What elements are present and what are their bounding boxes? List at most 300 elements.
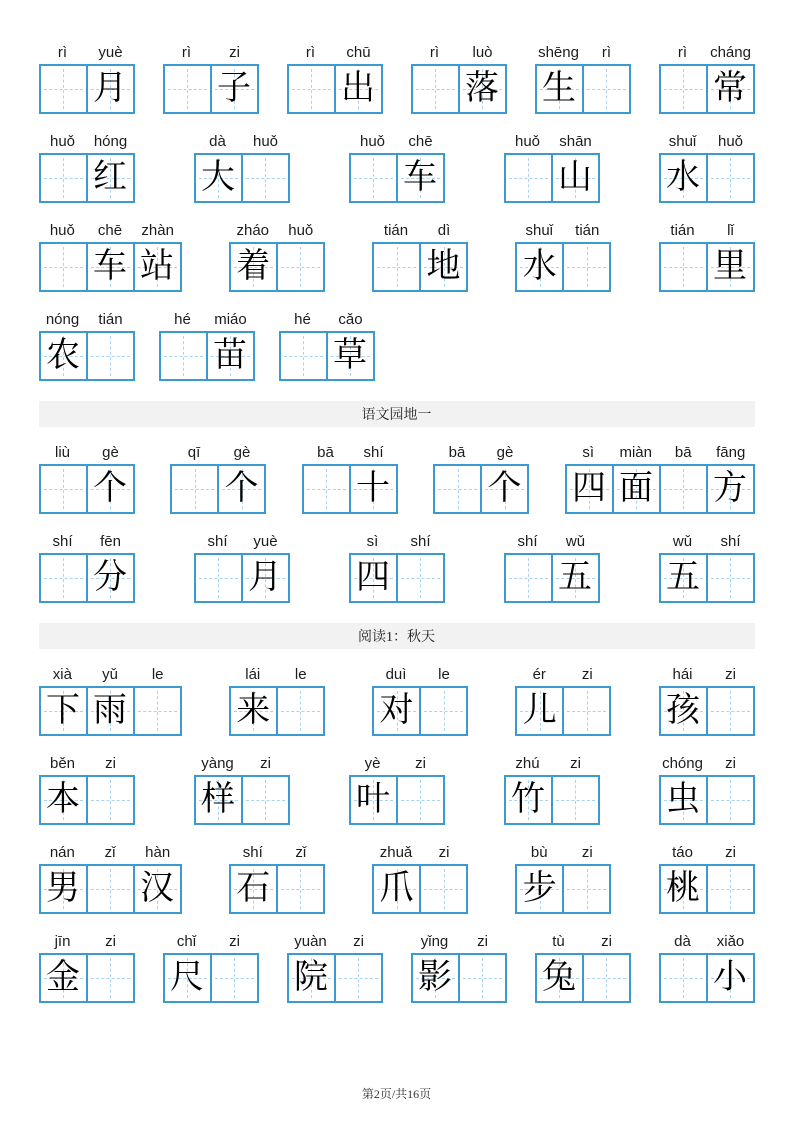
word-group — [411, 933, 507, 1003]
pinyin-syllable: zi — [581, 666, 593, 683]
grid-cell-filled — [661, 555, 706, 601]
pinyin-line — [39, 311, 135, 328]
grid-cell-filled — [86, 66, 133, 112]
grid-cell-empty — [582, 955, 629, 1001]
grid-cell-empty — [706, 155, 753, 201]
word-group — [229, 222, 325, 292]
character: 石 — [236, 870, 271, 907]
pinyin-syllable: hé — [174, 311, 191, 328]
word-group — [659, 44, 755, 114]
pinyin-syllable: gè — [102, 444, 119, 461]
character-grid — [659, 686, 755, 736]
pinyin-syllable: táo — [672, 844, 693, 861]
character-grid — [39, 331, 135, 381]
pinyin-line — [515, 222, 611, 239]
pinyin-line — [411, 933, 507, 950]
pinyin-syllable: zhú — [515, 755, 540, 772]
grid-cell-filled — [349, 466, 396, 512]
word-group — [504, 755, 600, 825]
grid-cell-filled — [206, 333, 253, 379]
character: 兔 — [542, 959, 576, 996]
pinyin-line — [229, 222, 325, 239]
pinyin-line — [659, 222, 755, 239]
pinyin-line — [349, 133, 445, 150]
word-row — [39, 444, 755, 514]
character-grid — [302, 464, 398, 514]
word-group — [229, 666, 325, 736]
pinyin-syllable: lǐ — [727, 222, 734, 239]
character: 步 — [522, 870, 557, 907]
character-grid — [39, 686, 182, 736]
pinyin-syllable: shí — [363, 444, 384, 461]
character: 草 — [333, 337, 367, 374]
word-group — [659, 133, 755, 203]
word-group — [372, 222, 468, 292]
grid-cell-filled — [86, 466, 133, 512]
pinyin-line — [535, 933, 631, 950]
character-grid — [287, 64, 383, 114]
pinyin-syllable: huǒ — [49, 222, 75, 239]
pinyin-syllable: zi — [229, 44, 240, 61]
section-header — [39, 401, 755, 427]
pinyin-syllable: hóng — [93, 133, 128, 150]
grid-cell-empty — [210, 955, 257, 1001]
grid-cell-filled — [661, 777, 706, 823]
pinyin-syllable: bā — [674, 444, 692, 461]
grid-cell-filled — [567, 466, 612, 512]
word-group — [349, 533, 445, 603]
word-group — [372, 844, 468, 914]
grid-cell-filled — [706, 955, 753, 1001]
pinyin-syllable: yuàn — [294, 933, 327, 950]
character-grid — [39, 953, 135, 1003]
grid-cell-empty — [582, 66, 629, 112]
character-grid — [411, 64, 507, 114]
grid-cell-filled — [41, 333, 86, 379]
character: 四 — [356, 559, 390, 596]
pinyin-syllable: rì — [601, 44, 612, 61]
pinyin-line — [433, 444, 529, 461]
pinyin-line — [229, 844, 325, 861]
grid-cell-filled — [165, 955, 210, 1001]
grid-cell-empty — [458, 955, 505, 1001]
pinyin-line — [170, 444, 266, 461]
pinyin-syllable: tián — [670, 222, 695, 239]
character-grid — [659, 242, 755, 292]
grid-cell-empty — [281, 333, 326, 379]
pinyin-syllable: rì — [57, 44, 68, 61]
pinyin-syllable: zi — [105, 933, 116, 950]
grid-cell-filled — [86, 155, 133, 201]
word-row — [39, 222, 755, 292]
pinyin-syllable: zi — [260, 755, 271, 772]
character: 本 — [46, 781, 80, 818]
word-group — [659, 533, 755, 603]
character: 样 — [201, 781, 235, 818]
pinyin-line — [194, 755, 290, 772]
word-row — [39, 844, 755, 914]
grid-cell-filled — [133, 244, 180, 290]
grid-cell-filled — [661, 866, 706, 912]
character: 雨 — [93, 692, 127, 729]
pinyin-syllable: nán — [49, 844, 75, 861]
pinyin-syllable: le — [151, 666, 164, 683]
character-grid — [411, 953, 507, 1003]
grid-cell-filled — [86, 688, 133, 734]
pinyin-line — [372, 222, 468, 239]
word-row — [39, 311, 755, 381]
pinyin-syllable: lái — [245, 666, 261, 683]
pinyin-syllable: bā — [448, 444, 466, 461]
word-group — [349, 755, 445, 825]
pinyin-line — [504, 755, 600, 772]
pinyin-syllable: yè — [364, 755, 381, 772]
word-group — [372, 666, 468, 736]
grid-cell-filled — [537, 955, 582, 1001]
pinyin-line — [504, 533, 600, 550]
pinyin-syllable: hé — [294, 311, 311, 328]
pinyin-line — [411, 44, 507, 61]
word-group — [170, 444, 266, 514]
pinyin-syllable: miàn — [619, 444, 652, 461]
pinyin-syllable: cǎo — [338, 311, 363, 328]
pinyin-syllable: shí — [720, 533, 741, 550]
pinyin-syllable: zi — [581, 844, 593, 861]
word-group — [279, 311, 375, 381]
character: 苗 — [213, 337, 247, 374]
grid-cell-empty — [419, 866, 466, 912]
pinyin-line — [659, 133, 755, 150]
character-grid — [279, 331, 375, 381]
word-group — [39, 311, 135, 381]
pinyin-line — [159, 311, 255, 328]
character: 桃 — [666, 870, 700, 907]
pinyin-syllable: zhuǎ — [379, 844, 413, 861]
pinyin-syllable: tián — [575, 222, 600, 239]
character-grid — [659, 64, 755, 114]
pinyin-syllable: zi — [477, 933, 488, 950]
grid-cell-empty — [706, 555, 753, 601]
character: 面 — [619, 470, 653, 507]
pinyin-syllable: běn — [49, 755, 76, 772]
pinyin-syllable: yǔ — [102, 666, 118, 683]
pinyin-syllable: liù — [54, 444, 70, 461]
grid-cell-filled — [506, 777, 551, 823]
character: 地 — [426, 248, 461, 285]
word-group — [39, 133, 135, 203]
pinyin-syllable: zi — [601, 933, 612, 950]
grid-cell-filled — [551, 555, 598, 601]
character: 红 — [93, 159, 127, 196]
pinyin-syllable: sì — [582, 444, 595, 461]
character-grid — [372, 686, 468, 736]
grid-cell-empty — [562, 688, 609, 734]
word-group — [515, 666, 611, 736]
pinyin-syllable: zǐ — [295, 844, 307, 861]
pinyin-syllable: bù — [530, 844, 548, 861]
grid-cell-empty — [551, 777, 598, 823]
pinyin-line — [659, 755, 755, 772]
grid-cell-filled — [537, 66, 582, 112]
character: 影 — [418, 959, 452, 996]
grid-cell-empty — [133, 688, 180, 734]
grid-cell-empty — [86, 777, 133, 823]
grid-cell-empty — [334, 955, 381, 1001]
pinyin-syllable: huǒ — [288, 222, 314, 239]
pinyin-syllable: zi — [725, 844, 736, 861]
character-grid — [163, 953, 259, 1003]
pinyin-line — [515, 666, 611, 683]
pinyin-line — [39, 533, 135, 550]
pinyin-line — [163, 933, 259, 950]
word-group — [163, 933, 259, 1003]
pinyin-line — [372, 666, 468, 683]
character: 车 — [403, 159, 437, 196]
character: 儿 — [522, 692, 557, 729]
character-grid — [163, 64, 259, 114]
character-grid — [229, 864, 325, 914]
character: 孩 — [666, 692, 700, 729]
grid-cell-filled — [351, 555, 396, 601]
pinyin-syllable: huǒ — [359, 133, 386, 150]
pinyin-line — [39, 444, 135, 461]
grid-cell-empty — [661, 244, 706, 290]
grid-cell-empty — [506, 155, 551, 201]
grid-cell-empty — [165, 66, 210, 112]
pinyin-syllable: zhàn — [141, 222, 174, 239]
pinyin-line — [39, 133, 135, 150]
word-group — [565, 444, 755, 514]
character: 站 — [140, 248, 174, 285]
pinyin-line — [659, 844, 755, 861]
grid-cell-filled — [231, 244, 276, 290]
pinyin-syllable: shí — [52, 533, 73, 550]
character: 男 — [46, 870, 80, 907]
pinyin-syllable: rì — [181, 44, 192, 61]
character: 生 — [542, 70, 576, 107]
character-grid — [515, 864, 611, 914]
character-grid — [659, 775, 755, 825]
pinyin-line — [39, 666, 182, 683]
grid-cell-empty — [396, 777, 443, 823]
word-group — [39, 844, 182, 914]
pinyin-syllable: dà — [209, 133, 226, 150]
pinyin-syllable: yuè — [98, 44, 123, 61]
pinyin-syllable: xià — [52, 666, 72, 683]
character-grid — [349, 553, 445, 603]
word-group — [411, 44, 507, 114]
word-row — [39, 933, 755, 1003]
grid-cell-empty — [661, 955, 706, 1001]
word-group — [349, 133, 445, 203]
grid-cell-empty — [562, 244, 609, 290]
character: 大 — [201, 159, 235, 196]
character-grid — [194, 775, 290, 825]
pinyin-syllable: rì — [305, 44, 316, 61]
pinyin-syllable: shuǐ — [668, 133, 697, 150]
pinyin-line — [515, 844, 611, 861]
pinyin-line — [39, 222, 182, 239]
grid-cell-filled — [661, 688, 706, 734]
character: 虫 — [666, 781, 700, 818]
character-grid — [39, 864, 182, 914]
pinyin-syllable: cháng — [710, 44, 751, 61]
word-group — [39, 44, 135, 114]
character: 月 — [93, 70, 127, 107]
character-grid — [39, 64, 135, 114]
pinyin-syllable: chē — [408, 133, 433, 150]
pinyin-syllable: tián — [383, 222, 409, 239]
pinyin-syllable: huǒ — [514, 133, 541, 150]
word-row — [39, 666, 755, 736]
character: 十 — [356, 470, 390, 507]
pinyin-syllable: rì — [677, 44, 688, 61]
character: 爪 — [379, 870, 414, 907]
pinyin-syllable: yǐng — [420, 933, 449, 950]
pinyin-syllable: zi — [725, 666, 736, 683]
pinyin-syllable: yuè — [253, 533, 278, 550]
grid-cell-filled — [41, 777, 86, 823]
word-row — [39, 755, 755, 825]
word-group — [504, 133, 600, 203]
grid-cell-filled — [41, 866, 86, 912]
pinyin-line — [504, 133, 600, 150]
pinyin-syllable: zi — [415, 755, 426, 772]
pinyin-syllable: tián — [98, 311, 123, 328]
word-group — [39, 755, 135, 825]
grid-cell-empty — [506, 555, 551, 601]
grid-cell-empty — [41, 555, 86, 601]
pinyin-line — [535, 44, 631, 61]
pinyin-line — [659, 666, 755, 683]
pinyin-syllable: zi — [438, 844, 450, 861]
grid-cell-filled — [196, 777, 241, 823]
word-group — [39, 666, 182, 736]
grid-cell-empty — [41, 155, 86, 201]
character-grid — [659, 953, 755, 1003]
character: 个 — [93, 470, 127, 507]
character: 车 — [93, 248, 127, 285]
character: 落 — [465, 70, 499, 107]
character: 个 — [487, 470, 522, 507]
word-group — [535, 44, 631, 114]
grid-cell-empty — [706, 866, 753, 912]
character-grid — [659, 864, 755, 914]
grid-cell-filled — [133, 866, 180, 912]
grid-cell-empty — [41, 66, 86, 112]
character-grid — [349, 775, 445, 825]
grid-cell-filled — [661, 155, 706, 201]
character-grid — [504, 775, 600, 825]
character: 尺 — [170, 959, 204, 996]
pinyin-syllable: hái — [672, 666, 693, 683]
pinyin-syllable: shān — [559, 133, 592, 150]
pinyin-syllable: zi — [229, 933, 240, 950]
grid-cell-filled — [289, 955, 334, 1001]
grid-cell-filled — [517, 866, 562, 912]
grid-cell-empty — [435, 466, 480, 512]
character-grid — [39, 775, 135, 825]
pinyin-syllable: le — [294, 666, 307, 683]
word-group — [39, 222, 182, 292]
pinyin-syllable: luò — [472, 44, 493, 61]
grid-cell-filled — [706, 244, 753, 290]
grid-cell-filled — [326, 333, 373, 379]
pinyin-syllable: fāng — [716, 444, 746, 461]
grid-cell-empty — [706, 777, 753, 823]
grid-cell-filled — [231, 866, 276, 912]
grid-cell-filled — [41, 955, 86, 1001]
character-grid — [515, 686, 611, 736]
grid-cell-empty — [562, 866, 609, 912]
grid-cell-filled — [551, 155, 598, 201]
pinyin-line — [229, 666, 325, 683]
pinyin-syllable: shí — [242, 844, 263, 861]
character: 院 — [294, 959, 328, 996]
grid-cell-filled — [612, 466, 659, 512]
pinyin-syllable: nóng — [45, 311, 80, 328]
grid-cell-filled — [413, 955, 458, 1001]
grid-cell-filled — [517, 244, 562, 290]
character-grid — [194, 153, 290, 203]
pinyin-syllable: chū — [346, 44, 371, 61]
grid-cell-empty — [374, 244, 419, 290]
character-grid — [515, 242, 611, 292]
word-group — [39, 444, 135, 514]
grid-cell-empty — [276, 688, 323, 734]
pinyin-line — [194, 533, 290, 550]
pinyin-line — [659, 933, 755, 950]
grid-cell-empty — [86, 333, 133, 379]
grid-cell-filled — [706, 66, 753, 112]
word-group — [433, 444, 529, 514]
pinyin-syllable: zi — [725, 755, 736, 772]
grid-cell-filled — [374, 688, 419, 734]
pinyin-syllable: jīn — [54, 933, 71, 950]
pinyin-line — [279, 311, 375, 328]
pinyin-syllable: zháo — [236, 222, 270, 239]
pinyin-syllable: chóng — [662, 755, 703, 772]
grid-cell-empty — [661, 66, 706, 112]
pinyin-syllable: qī — [187, 444, 201, 461]
pinyin-syllable: shēng — [538, 44, 579, 61]
pinyin-syllable: huǒ — [252, 133, 279, 150]
pinyin-syllable: xiǎo — [716, 933, 745, 950]
grid-cell-filled — [351, 777, 396, 823]
word-group — [515, 844, 611, 914]
character: 出 — [341, 70, 375, 107]
character-grid — [229, 686, 325, 736]
character: 汉 — [140, 870, 174, 907]
pinyin-line — [194, 133, 290, 150]
pinyin-syllable: zǐ — [104, 844, 116, 861]
grid-cell-filled — [458, 66, 505, 112]
character-grid — [229, 242, 325, 292]
word-group — [302, 444, 398, 514]
character: 着 — [236, 248, 271, 285]
pinyin-line — [163, 44, 259, 61]
pinyin-syllable: duì — [385, 666, 407, 683]
character: 月 — [248, 559, 282, 596]
word-group — [504, 533, 600, 603]
pinyin-line — [287, 933, 383, 950]
character: 四 — [572, 470, 606, 507]
grid-cell-filled — [86, 244, 133, 290]
word-group — [194, 533, 290, 603]
pinyin-line — [39, 844, 182, 861]
character: 下 — [46, 692, 80, 729]
character-grid — [504, 153, 600, 203]
